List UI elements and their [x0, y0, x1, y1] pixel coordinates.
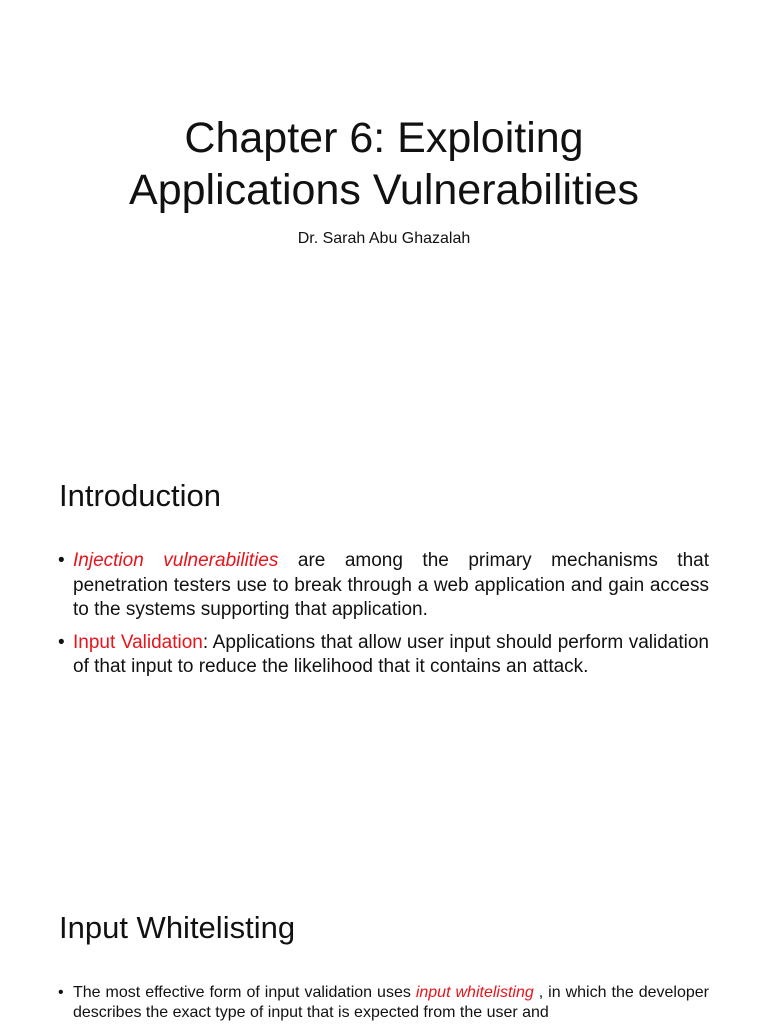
highlight-term: input whitelisting	[415, 984, 534, 1001]
bullet-list	[58, 549, 709, 688]
bullet-text-before: The most effective form of input validation uses	[73, 984, 416, 1001]
bullet-icon: •	[58, 631, 65, 653]
bullet-icon: •	[58, 550, 65, 571]
bullet-item-injection	[58, 549, 709, 623]
slide-subtitle-author: Dr. Sarah Abu Ghazalah	[297, 230, 471, 247]
bullet-item-whitelisting	[58, 983, 709, 1023]
highlight-term: Injection vulnerabilities	[73, 550, 279, 571]
bullet-icon: •	[58, 984, 64, 1001]
bullet-text: are among the primary mechanisms that penetration testers use to break through a web application and gain access to the systems supporting that application.	[73, 550, 710, 620]
bullet-item-input-validation	[58, 631, 709, 680]
slide-title	[0, 112, 768, 216]
input-whitelisting-slide	[0, 864, 768, 1024]
slide-title-line-2: Applications Vulnerabilities	[129, 166, 639, 214]
slide-heading: Introduction	[59, 478, 221, 513]
introduction-slide	[0, 432, 768, 864]
bullet-text: : Applications that allow user input should perform validation of that input to reduce the likelihood that it contains an attack.	[73, 631, 709, 677]
bullet-text: , in which the developer describes the exact type of input that is expected from the user and	[73, 984, 709, 1021]
title-slide	[0, 0, 768, 432]
highlight-term: Input Validation	[73, 631, 203, 653]
slide-title-line-1: Chapter 6: Exploiting	[184, 114, 584, 162]
slide-heading: Input Whitelisting	[59, 910, 296, 945]
